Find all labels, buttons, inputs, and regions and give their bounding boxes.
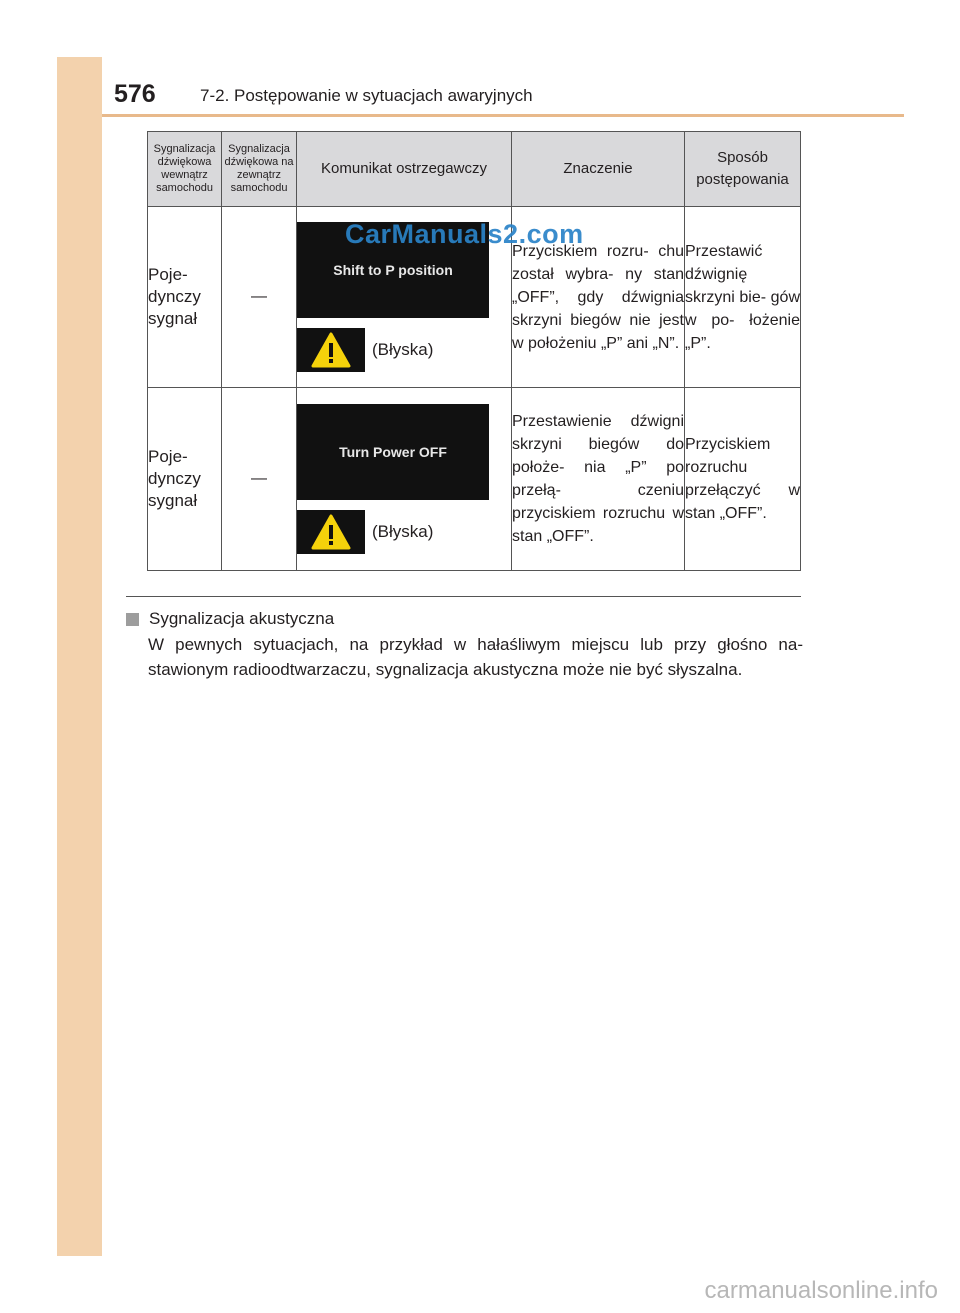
warning-triangle-icon	[311, 332, 351, 368]
header-meaning: Znaczenie	[512, 132, 685, 207]
warning-icon	[297, 328, 365, 372]
flash-indicator	[297, 328, 511, 372]
section-title: 7-2. Postępowanie w sytuacjach awaryjnych	[200, 86, 533, 105]
display-message: Shift to P position	[333, 262, 453, 278]
action-cell: Przestawić dźwignię skrzyni bie- gów w po- łożenie „P”.	[685, 207, 801, 388]
warning-triangle-icon	[311, 514, 351, 550]
page-number: 576	[114, 80, 156, 108]
header-action: Sposób postępowania	[685, 132, 801, 207]
meaning-cell: Przyciskiem rozru- chu został wybra- ny stan „OFF”, gdy dźwignia skrzyni biegów nie jest w położeniu „P” ani „N”.	[512, 207, 685, 388]
inside-signal-cell: Poje- dynczy sygnał	[148, 207, 222, 388]
outside-signal-cell: —	[222, 207, 297, 388]
display-message: Turn Power OFF	[339, 444, 447, 460]
flash-label: (Błyska)	[372, 522, 434, 541]
warning-message-cell	[297, 388, 512, 571]
footer-site-link[interactable]: carmanualsonline.info	[704, 1277, 938, 1304]
note-body: W pewnych sytuacjach, na przykład w hałaśliwym miejscu lub przy głośno na- stawionym radioodtwarzaczu, sygnalizacja akustyczna może nie być słyszalna.	[148, 635, 803, 679]
meaning-cell: Przestawienie dźwigni skrzyni biegów do położe- nia „P” po przełą- czeniu przyciskiem rozruchu w stan „OFF”.	[512, 388, 685, 571]
table-header-row	[148, 132, 801, 207]
note-heading	[126, 609, 334, 629]
display-screen	[297, 404, 489, 500]
warning-icon	[297, 510, 365, 554]
square-bullet-icon	[126, 613, 139, 626]
watermark: CarManuals2.com	[345, 219, 584, 249]
header-inside-signal: Sygnalizacja dźwiękowa wewnątrz samochodu	[148, 132, 222, 207]
note-divider	[126, 596, 801, 597]
note-title: Sygnalizacja akustyczna	[149, 609, 335, 628]
table-row	[148, 388, 801, 571]
action-cell: Przyciskiem rozruchu przełączyć w stan „OFF”.	[685, 388, 801, 571]
inside-signal-cell: Poje- dynczy sygnał	[148, 388, 222, 571]
outside-signal-cell: —	[222, 388, 297, 571]
warning-table	[147, 131, 801, 571]
flash-indicator	[297, 510, 511, 554]
header-rule	[102, 114, 904, 117]
flash-label: (Błyska)	[372, 340, 434, 359]
header-warning-message: Komunikat ostrzegawczy	[297, 132, 512, 207]
header-outside-signal: Sygnalizacja dźwiękowa na zewnątrz samochodu	[222, 132, 297, 207]
side-color-band	[57, 57, 102, 1256]
